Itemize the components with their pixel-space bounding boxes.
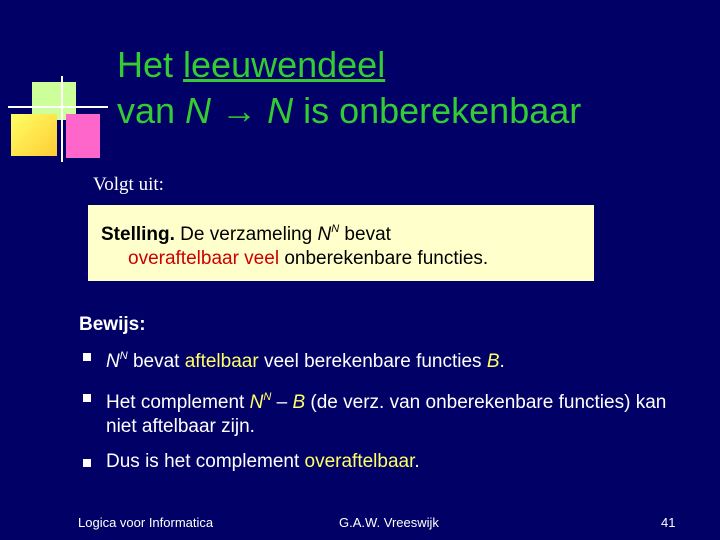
- bullet-square-icon: [83, 394, 91, 402]
- slide-title: [117, 42, 581, 134]
- bullet-square-icon: [83, 459, 91, 467]
- deco-yellow-square: [11, 114, 57, 156]
- proof-bullet-2: Het complement $N^N$ – B (de verz. van onberekenbare functies) kan niet aftelbaar zijn.: [81, 385, 681, 439]
- footer-page-number: 41: [661, 515, 676, 530]
- title-underlined-word: leeuwendeel: [183, 44, 386, 85]
- volgt-uit-label: Volgt uit:: [93, 174, 164, 195]
- theorem-box: [88, 205, 594, 281]
- proof-label: Bewijs:: [79, 314, 146, 335]
- proof-bullet-list: [81, 344, 681, 485]
- decorative-squares: [8, 76, 118, 166]
- title-line-2: van N → N is onberekenbaar: [117, 90, 582, 131]
- proof-bullet-1: $N^N$ bevat aftelbaar veel berekenbare functies B.: [81, 344, 681, 374]
- deco-vertical-line: [61, 76, 63, 162]
- footer-course: Logica voor Informatica: [78, 515, 214, 530]
- footer-author: G.A.W. Vreeswijk: [339, 515, 439, 530]
- deco-horizontal-line: [8, 106, 108, 108]
- theorem-label: Stelling.: [101, 224, 175, 245]
- bullet-square-icon: [83, 353, 91, 361]
- theorem-line-1: Stelling. De verzameling $N^N$ bevat: [101, 223, 391, 245]
- theorem-red-text: overaftelbaar veel: [128, 248, 280, 269]
- theorem-line-2: overaftelbaar veel onberekenbare functies.: [128, 248, 489, 269]
- proof-bullet-3: Dus is het complement overaftelbaar.: [81, 450, 681, 474]
- deco-pink-square: [66, 114, 100, 158]
- title-line-1: Het leeuwendeel: [117, 44, 386, 85]
